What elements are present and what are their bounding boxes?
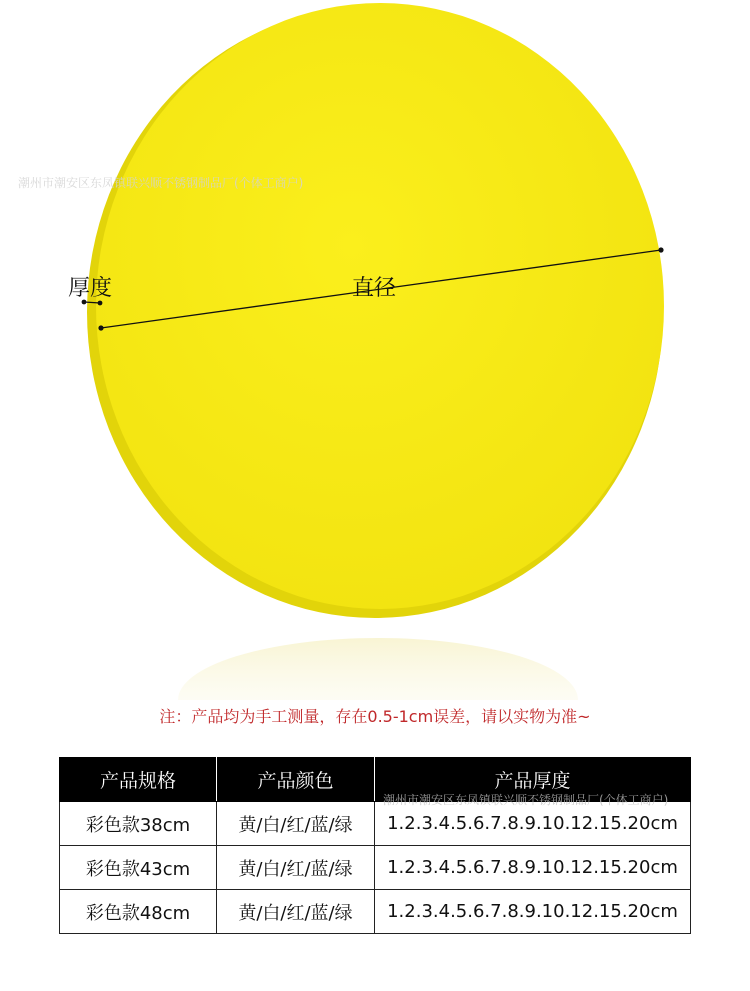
cell-thickness: 1.2.3.4.5.6.7.8.9.10.12.15.20cm (375, 846, 691, 890)
diameter-endpoint-left (98, 325, 103, 330)
cell-color: 黄/白/红/蓝/绿 (217, 846, 375, 890)
cell-thickness: 1.2.3.4.5.6.7.8.9.10.12.15.20cm (375, 802, 691, 846)
table-row (60, 802, 691, 846)
diameter-endpoint-right (658, 247, 663, 252)
table-row (60, 846, 691, 890)
measurement-note: 注：产品均为手工测量，存在0.5-1cm误差，请以实物为准~ (159, 707, 591, 726)
cell-spec: 彩色款43cm (60, 846, 217, 890)
header-color: 产品颜色 (217, 758, 375, 802)
cell-thickness: 1.2.3.4.5.6.7.8.9.10.12.15.20cm (375, 890, 691, 934)
diameter-label: 直径 (352, 276, 397, 301)
watermark-text: 潮州市潮安区东凤镇联兴顺不锈钢制品厂(个体工商户) (18, 176, 304, 190)
cell-color: 黄/白/红/蓝/绿 (217, 802, 375, 846)
disc-reflection (178, 638, 578, 700)
header-spec: 产品规格 (60, 758, 217, 802)
cell-spec: 彩色款38cm (60, 802, 217, 846)
thickness-label: 厚度 (68, 276, 113, 301)
header-thickness: 产品厚度 (375, 758, 691, 802)
spec-table (59, 757, 691, 934)
watermark-text-table: 潮州市潮安区东凤镇联兴顺不锈钢制品厂(个体工商户) (383, 793, 669, 807)
disc-face (96, 3, 664, 609)
cell-spec: 彩色款48cm (60, 890, 217, 934)
table-row (60, 890, 691, 934)
cell-color: 黄/白/红/蓝/绿 (217, 890, 375, 934)
